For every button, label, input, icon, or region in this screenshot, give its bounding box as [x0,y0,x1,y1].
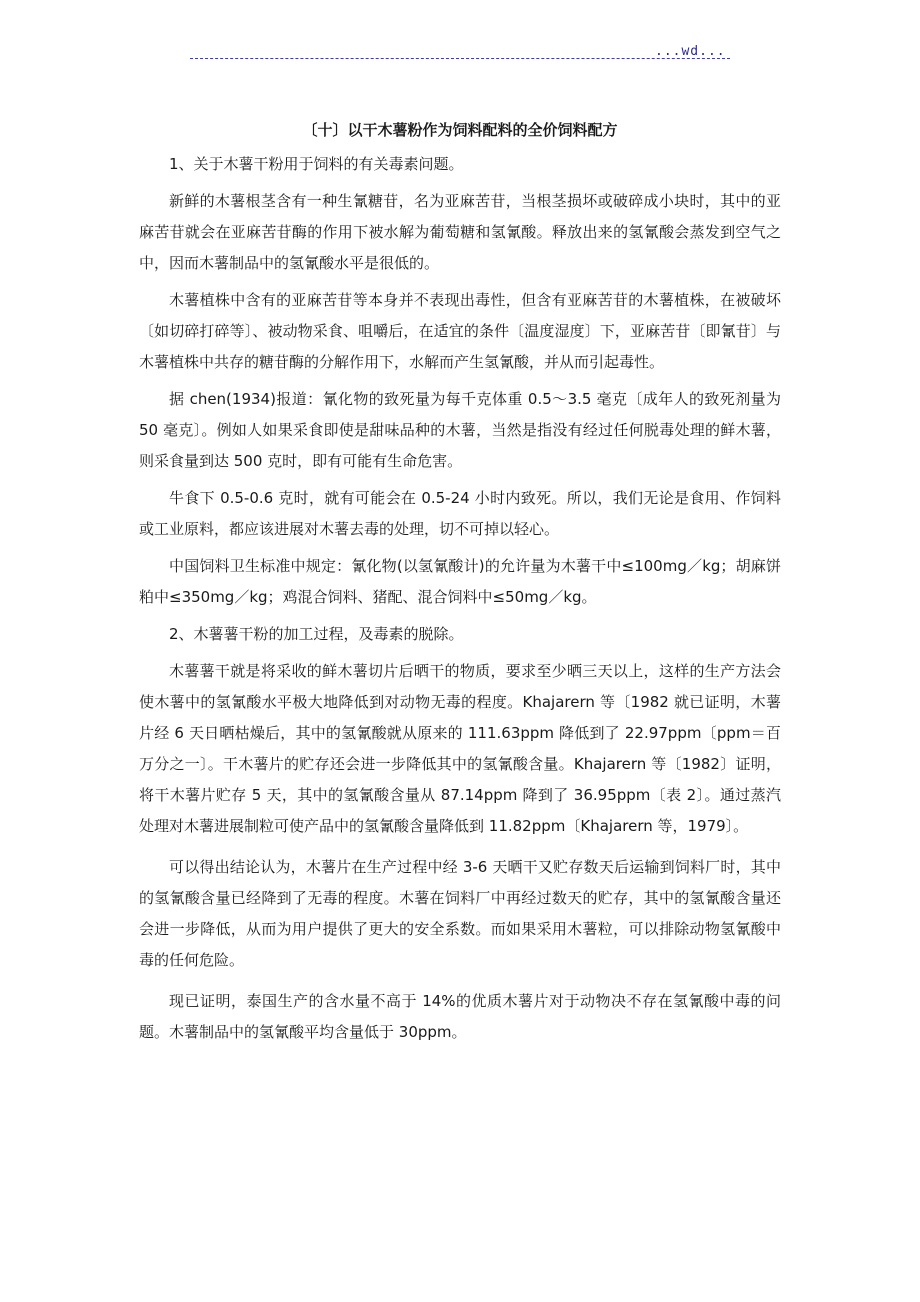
paragraph: 据 chen(1934)报道：氰化物的致死量为每千克体重 0.5～3.5 毫克〔成年人的致死剂量为 50 毫克〕。例如人如果采食即使是甜味品种的木薯，当然是指没有经过任何脱毒处理的鲜木薯，则采食量到达 500 克时，即有可能有生命危害。 [139,390,781,470]
header-divider [190,58,730,59]
document-body [139,115,781,1054]
paragraph: 新鲜的木薯根茎含有一种生氰糖苷，名为亚麻苦苷，当根茎损坏或破碎成小块时，其中的亚麻苦苷就会在亚麻苦苷酶的作用下被水解为葡萄糖和氢氰酸。释放出来的氢氰酸会蒸发到空气之中，因而木薯制品中的氢氰酸水平是很低的。 [139,192,781,272]
paragraph: 牛食下 0.5-0.6 克时，就有可能会在 0.5-24 小时内致死。所以，我们无论是食用、作饲料或工业原料，都应该进展对木薯去毒的处理，切不可掉以轻心。 [139,489,781,538]
paragraph: 可以得出结论认为，木薯片在生产过程中经 3-6 天晒干又贮存数天后运输到饲料厂时，其中的氢氰酸含量已经降到了无毒的程度。木薯在饲料厂中再经过数天的贮存，其中的氢氰酸含量还会进一步降低，从而为用户提供了更大的安全系数。而如果采用木薯粒，可以排除动物氢氰酸中毒的任何危险。 [139,858,781,969]
paragraph: 木薯植株中含有的亚麻苦苷等本身并不表现出毒性，但含有亚麻苦苷的木薯植株，在被破坏〔如切碎打碎等〕、被动物采食、咀嚼后，在适宜的条件〔温度湿度〕下，亚麻苦苷〔即氰苷〕与木薯植株中共存的糖苷酶的分解作用下，水解而产生氢氰酸，并从而引起毒性。 [139,291,781,371]
paragraph-heading-1: 1、关于木薯干粉用于饲料的有关毒素问题。 [169,155,464,173]
header-mark: ...wd... [655,44,726,59]
paragraph: 木薯薯干就是将采收的鲜木薯切片后晒干的物质，要求至少晒三天以上，这样的生产方法会使木薯中的氢氰酸水平极大地降低到对动物无毒的程度。Khajarern 等〔1982 就已证明，木薯片经 6 天日晒枯燥后，其中的氢氰酸就从原来的 111.63ppm 降低到了 22.97ppm〔ppm＝百万分之一〕。干木薯片的贮存还会进一步降低其中的氢氰酸含量。Khajarern 等〔1982〕证明，将干木薯片贮存 5 天，其中的氢氰酸含量从 87.14ppm 降到了 36.95ppm〔表 2〕。通过蒸汽处理对木薯进展制粒可使产品中的氢氰酸含量降低到 11.82ppm〔Khajarern 等，1979〕。 [139,662,781,835]
paragraph: 中国饲料卫生标准中规定：氰化物(以氢氰酸计)的允许量为木薯干中≤100mg／kg；胡麻饼粕中≤350mg／kg；鸡混合饲料、猪配、混合饲料中≤50mg／kg。 [139,557,781,606]
paragraph-heading-2: 2、木薯薯干粉的加工过程，及毒素的脱除。 [169,625,464,643]
paragraph: 现已证明，泰国生产的含水量不高于 14%的优质木薯片对于动物决不存在氢氰酸中毒的问题。木薯制品中的氢氰酸平均含量低于 30ppm。 [139,992,781,1041]
section-title: 〔十〕以干木薯粉作为饲料配料的全价饲料配方 [302,121,618,139]
